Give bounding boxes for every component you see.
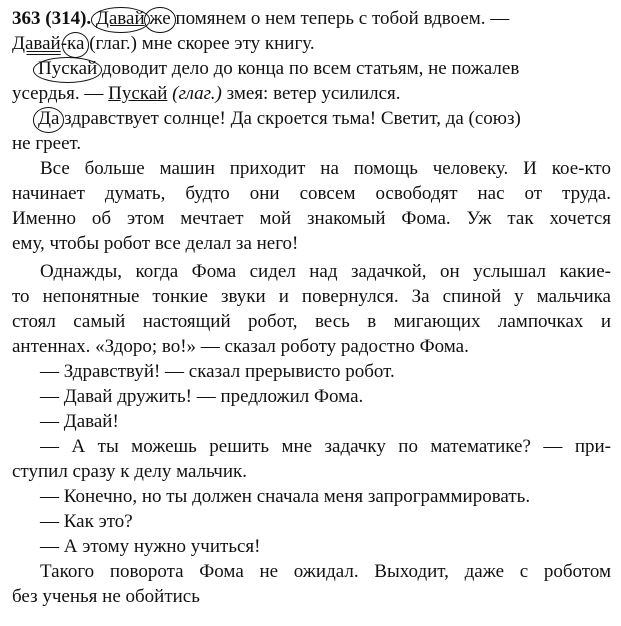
dialog-line-7: — Как это? bbox=[40, 511, 133, 532]
verb-davai-underlined: Давай bbox=[12, 33, 61, 54]
dialog-line-3: — Давай! bbox=[40, 411, 119, 432]
exercise-number: 363 (314). bbox=[12, 8, 92, 29]
ending-line-1: Такого поворота Фома не ожидал. Выходит, даже с роботом bbox=[40, 561, 611, 582]
p3-line-4: антеннах. «Здоро; во!» — сказал роботу радостно Фома. bbox=[12, 336, 469, 357]
dialog-line-2: — Давай дружить! — предложил Фома. bbox=[40, 386, 364, 407]
particle-ka-circled: ка bbox=[67, 32, 84, 57]
dialog-line-8: — А этому нужно учиться! bbox=[40, 536, 261, 557]
line-1 bbox=[12, 7, 611, 32]
glag-note: (глаг.) bbox=[172, 83, 222, 104]
particle-davai-circled: Давай bbox=[96, 7, 145, 32]
line-6-text: не греет. bbox=[12, 133, 82, 154]
p3-line-3: стоял самый настоящий робот, весь в мигающих лампочках и bbox=[12, 311, 611, 332]
particle-da-circled: Да bbox=[38, 107, 59, 132]
p3-line-2: то непонятные тонкие звуки и повернулся. За спиной у мальчика bbox=[12, 286, 611, 307]
line-3 bbox=[38, 57, 609, 82]
p2-line-3: Именно об этом мечтает мой знакомый Фома. Уж так хочется bbox=[12, 208, 611, 229]
dialog-line-5: ступил сразу к делу мальчик. bbox=[12, 461, 247, 482]
dialog-line-1: — Здравствуй! — сказал прерывисто робот. bbox=[40, 361, 395, 382]
line-4-text: змея: ветер усилился. bbox=[226, 83, 401, 104]
line-3-text: доводит дело до конца по всем статьям, не пожалев bbox=[101, 58, 520, 79]
dialog-line-6: — Конечно, но ты должен сначала меня запрограммировать. bbox=[40, 486, 531, 507]
p2-line-2: начинает думать, будто они совсем освободят нас от труда. bbox=[12, 183, 611, 204]
p2-line-1: Все больше машин приходит на помощь человеку. И кое-кто bbox=[40, 158, 611, 179]
p2-line-4: ему, чтобы робот все делал за него! bbox=[12, 233, 299, 254]
ending-line-2: без ученья не обойтись bbox=[12, 586, 200, 607]
hyphen: - bbox=[60, 33, 68, 54]
line-5-text: здравствует солнце! Да скроется тьма! Светит, да (союз) bbox=[64, 108, 521, 129]
line-4 bbox=[12, 82, 611, 107]
line-5 bbox=[38, 107, 609, 132]
line-1-text: помянем о нем теперь с тобой вдвоем. — bbox=[175, 8, 510, 29]
p3-line-1: Однажды, когда Фома сидел над задачкой, он услышал какие- bbox=[40, 261, 611, 282]
dialog-line-4: — А ты можешь решить мне задачку по математике? — при- bbox=[40, 436, 611, 457]
line-4-start: усердья. — bbox=[12, 83, 104, 104]
line-2-text: (глаг.) мне скорее эту книгу. bbox=[89, 33, 315, 54]
particle-zhe-circled: же bbox=[149, 7, 170, 32]
line-2 bbox=[12, 32, 611, 57]
particle-puskai-circled: Пускай bbox=[38, 57, 97, 82]
verb-puskai-underlined: Пускай bbox=[108, 83, 168, 104]
line-6 bbox=[12, 132, 611, 157]
